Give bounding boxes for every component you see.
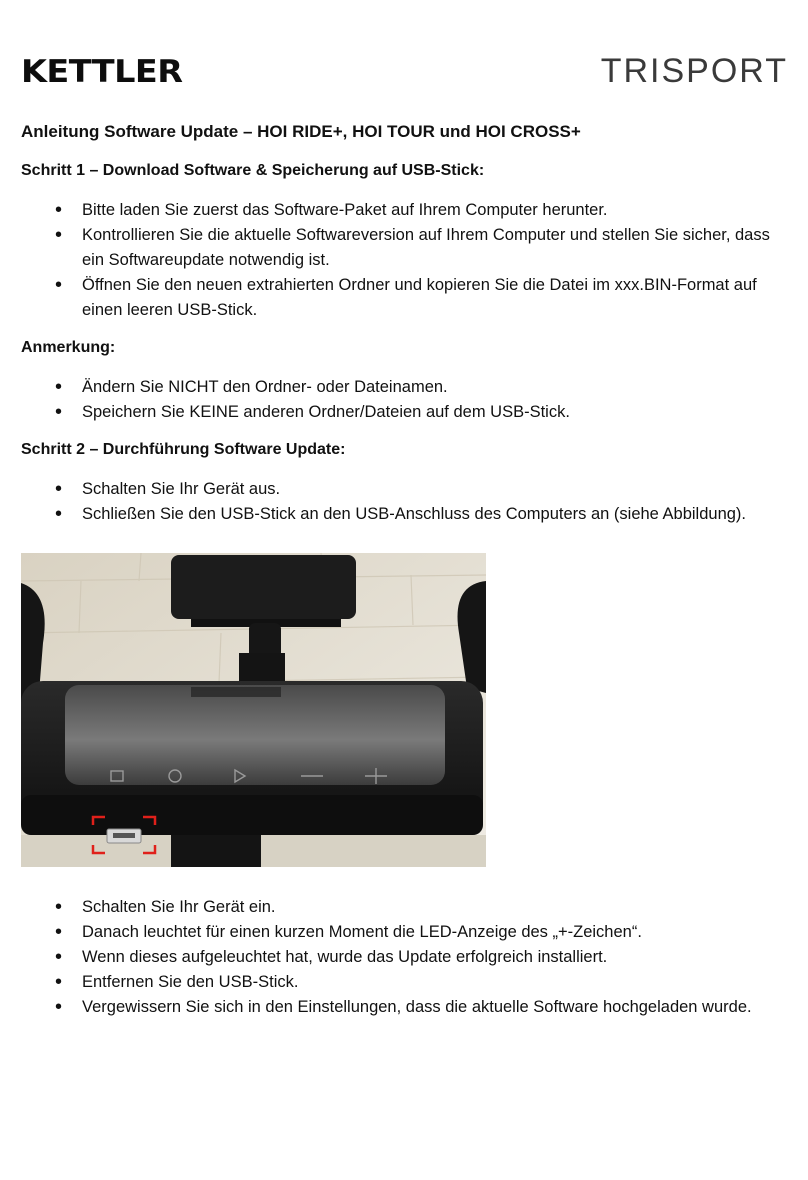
list-item: • Speichern Sie KEINE anderen Ordner/Dateien auf dem USB-Stick. bbox=[21, 400, 791, 425]
list-item: • Ändern Sie NICHT den Ordner- oder Dateinamen. bbox=[21, 375, 791, 400]
note-list bbox=[21, 375, 791, 425]
kettler-logo: KETTLER bbox=[21, 54, 183, 90]
console-usb-photo bbox=[21, 553, 486, 867]
list-item: • Entfernen Sie den USB-Stick. bbox=[21, 970, 791, 995]
list-item: • Kontrollieren Sie die aktuelle Softwareversion auf Ihrem Computer und stellen Sie sicher, dass ein Softwareupdate notwendig ist. bbox=[21, 223, 791, 273]
step1-list bbox=[21, 198, 791, 323]
list-item: • Schalten Sie Ihr Gerät aus. bbox=[21, 477, 791, 502]
console-lower bbox=[21, 795, 483, 835]
list-item: • Danach leuchtet für einen kurzen Moment die LED-Anzeige des „+-Zeichen“. bbox=[21, 920, 791, 945]
step2-heading: Schritt 2 – Durchführung Software Update: bbox=[21, 441, 346, 458]
list-item: • Schließen Sie den USB-Stick an den USB-Anschluss des Computers an (siehe Abbildung). bbox=[21, 502, 791, 527]
instructions-bottom bbox=[21, 895, 791, 1020]
list-item: • Wenn dieses aufgeleuchtet hat, wurde das Update erfolgreich installiert. bbox=[21, 945, 791, 970]
step2-list-before bbox=[21, 477, 791, 527]
list-item: • Schalten Sie Ihr Gerät ein. bbox=[21, 895, 791, 920]
phone-holder bbox=[171, 555, 356, 619]
console-illustration bbox=[21, 553, 486, 867]
list-item: • Öffnen Sie den neuen extrahierten Ordner und kopieren Sie die Datei im xxx.BIN-Format auf einen leeren USB-Stick. bbox=[21, 273, 791, 323]
step2-list-after bbox=[21, 895, 791, 1020]
step1-heading: Schritt 1 – Download Software & Speicherung auf USB-Stick: bbox=[21, 162, 485, 179]
trisport-logo: TRISPORT bbox=[600, 52, 788, 90]
document-title: Anleitung Software Update – HOI RIDE+, HOI TOUR und HOI CROSS+ bbox=[21, 122, 581, 141]
instructions-top bbox=[21, 120, 791, 527]
note-heading: Anmerkung: bbox=[21, 339, 116, 356]
list-item: • Vergewissern Sie sich in den Einstellungen, dass die aktuelle Software hochgeladen wurde. bbox=[21, 995, 791, 1020]
list-item: • Bitte laden Sie zuerst das Software-Paket auf Ihrem Computer herunter. bbox=[21, 198, 791, 223]
console-screen bbox=[65, 685, 445, 785]
